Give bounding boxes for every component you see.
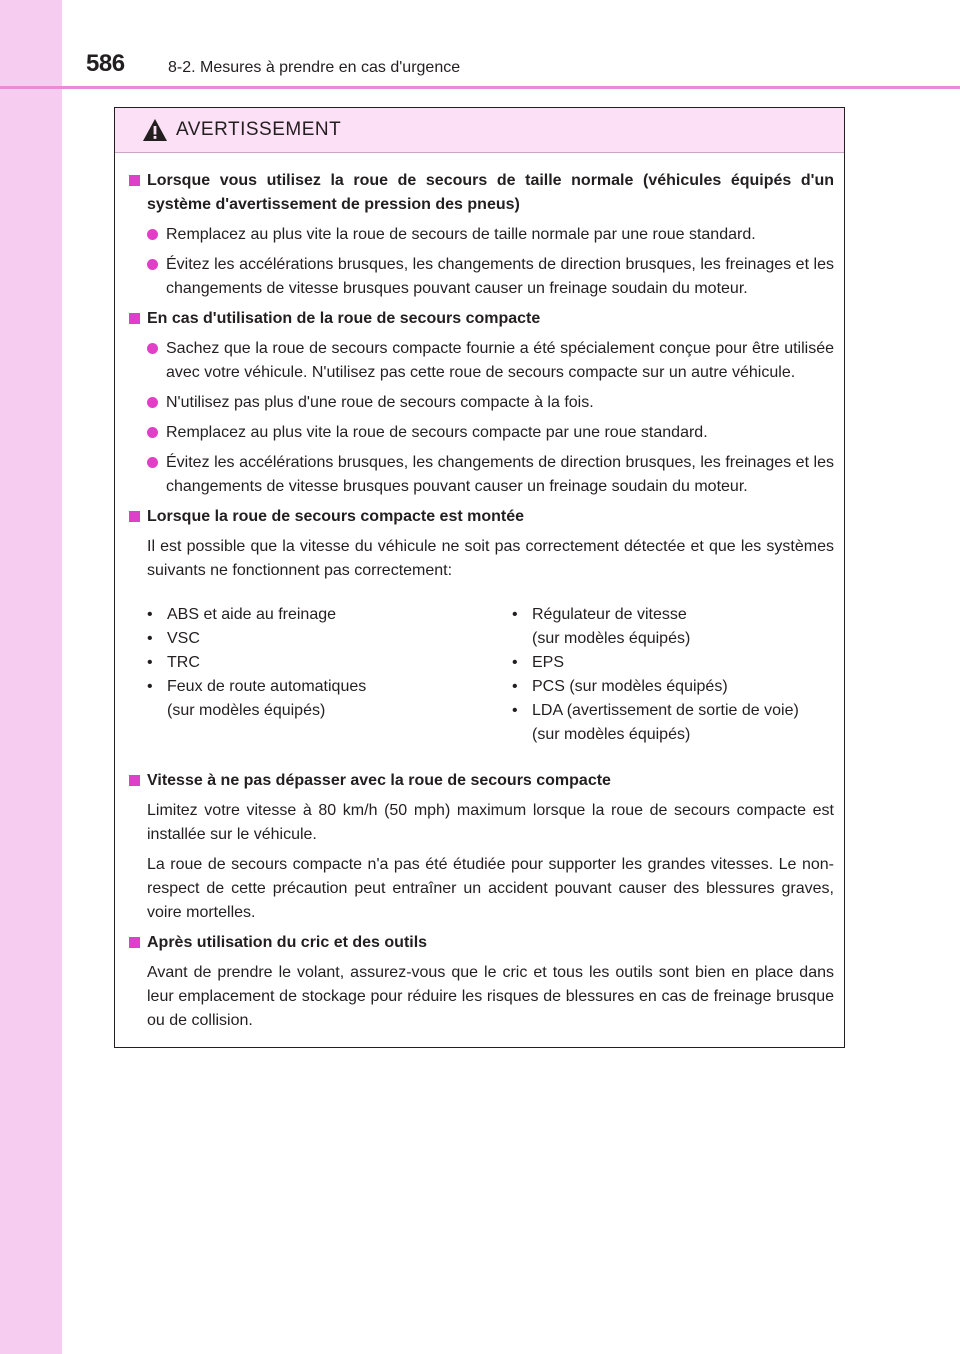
list-item-text: ABS et aide au freinage <box>167 606 337 623</box>
section-heading <box>127 307 834 331</box>
circle-bullet-icon <box>147 343 158 354</box>
section-heading <box>127 769 834 793</box>
square-bullet-icon <box>129 511 140 522</box>
section-heading-text: En cas d'utilisation de la roue de secours compacte <box>147 310 541 327</box>
circle-bullet-icon <box>147 229 158 240</box>
list-item-text: EPS <box>532 654 565 671</box>
square-bullet-icon <box>129 175 140 186</box>
section-heading <box>127 931 834 955</box>
list-item: • LDA (avertissement de sortie de voie) <box>512 699 799 723</box>
square-bullet-icon <box>129 937 140 948</box>
list-item-text: LDA (avertissement de sortie de voie) <box>532 702 799 719</box>
list-item: • VSC <box>147 627 512 651</box>
side-strip <box>0 0 62 1354</box>
circle-bullet-icon <box>147 457 158 468</box>
section-heading-text: Vitesse à ne pas dépasser avec la roue de secours compacte <box>147 772 611 789</box>
page-number: 586 <box>86 50 125 77</box>
list-item: • Feux de route automatiques <box>147 675 512 699</box>
section-heading <box>127 505 834 529</box>
list-item-text: Régulateur de vitesse <box>532 606 687 623</box>
list-item-subtext: (sur modèles équipés) <box>532 726 691 743</box>
section-title: 8-2. Mesures à prendre en cas d'urgence <box>168 59 461 76</box>
paragraph: La roue de secours compacte n'a pas été étudiée pour supporter les grandes vitesses. Le non-respect de cette précaution peut entraîner un accident pouvant causer des blessures graves, voire mortelles. <box>147 856 834 921</box>
list-item-text: Évitez les accélérations brusques, les changements de direction brusques, les freinages et les changements de vitesse brusques pouvant causer un freinage soudain du moteur. <box>166 256 834 297</box>
list-item <box>127 253 834 301</box>
systems-list <box>127 603 834 747</box>
list-item-text: Remplacez au plus vite la roue de secours de taille normale par une roue standard. <box>166 226 756 243</box>
warning-header <box>115 108 844 153</box>
circle-bullet-icon <box>147 427 158 438</box>
square-bullet-icon <box>129 775 140 786</box>
list-item: • Régulateur de vitesse <box>512 603 799 627</box>
list-item <box>127 391 834 415</box>
list-item: • EPS <box>512 651 799 675</box>
list-item-note <box>512 723 799 747</box>
list-item-text: VSC <box>167 630 200 647</box>
list-item-text: Sachez que la roue de secours compacte fournie a été spécialement conçue pour être utilisée avec votre véhicule. N'utilisez pas cette roue de secours compacte sur un autre véhicule. <box>166 340 834 381</box>
list-item-text: TRC <box>167 654 200 671</box>
list-item-note <box>147 699 512 723</box>
list-item: • ABS et aide au freinage <box>147 603 512 627</box>
section-heading-text: Lorsque la roue de secours compacte est montée <box>147 508 525 525</box>
list-item-subtext: (sur modèles équipés) <box>167 702 326 719</box>
list-item-text: PCS (sur modèles équipés) <box>532 678 728 695</box>
list-item: • TRC <box>147 651 512 675</box>
section-heading-text: Après utilisation du cric et des outils <box>147 934 428 951</box>
list-item <box>127 337 834 385</box>
list-item-text: N'utilisez pas plus d'une roue de secours compacte à la fois. <box>166 394 594 411</box>
list-item <box>127 421 834 445</box>
warning-box <box>114 107 845 1048</box>
circle-bullet-icon <box>147 259 158 270</box>
systems-list-left <box>147 603 512 747</box>
header-divider <box>0 86 960 89</box>
list-item-text: Remplacez au plus vite la roue de secours compacte par une roue standard. <box>166 424 708 441</box>
warning-content <box>115 153 844 1033</box>
paragraph: Limitez votre vitesse à 80 km/h (50 mph) maximum lorsque la roue de secours compacte est installée sur le véhicule. <box>147 802 834 843</box>
list-item <box>127 451 834 499</box>
list-item: • PCS (sur modèles équipés) <box>512 675 799 699</box>
square-bullet-icon <box>129 313 140 324</box>
circle-bullet-icon <box>147 397 158 408</box>
list-item-subtext: (sur modèles équipés) <box>532 630 691 647</box>
list-item-text: Feux de route automatiques <box>167 678 367 695</box>
list-item-note <box>512 627 799 651</box>
warning-title: AVERTISSEMENT <box>176 119 342 140</box>
paragraph: Avant de prendre le volant, assurez-vous que le cric et tous les outils sont bien en place dans leur emplacement de stockage pour réduire les risques de blessures en cas de freinage brusque ou de collision. <box>147 964 834 1029</box>
systems-list-right <box>512 603 799 747</box>
paragraph: Il est possible que la vitesse du véhicule ne soit pas correctement détectée et que les systèmes suivants ne fonctionnent pas correctement: <box>147 538 834 579</box>
section-heading <box>127 169 834 217</box>
section-heading-text: Lorsque vous utilisez la roue de secours de taille normale (véhicules équipés d'un système d'avertissement de pression des pneus) <box>147 172 834 213</box>
warning-triangle-icon <box>142 118 168 142</box>
page-header <box>0 0 960 88</box>
list-item <box>127 223 834 247</box>
list-item-text: Évitez les accélérations brusques, les changements de direction brusques, les freinages et les changements de vitesse brusques pouvant causer un freinage soudain du moteur. <box>166 454 834 495</box>
